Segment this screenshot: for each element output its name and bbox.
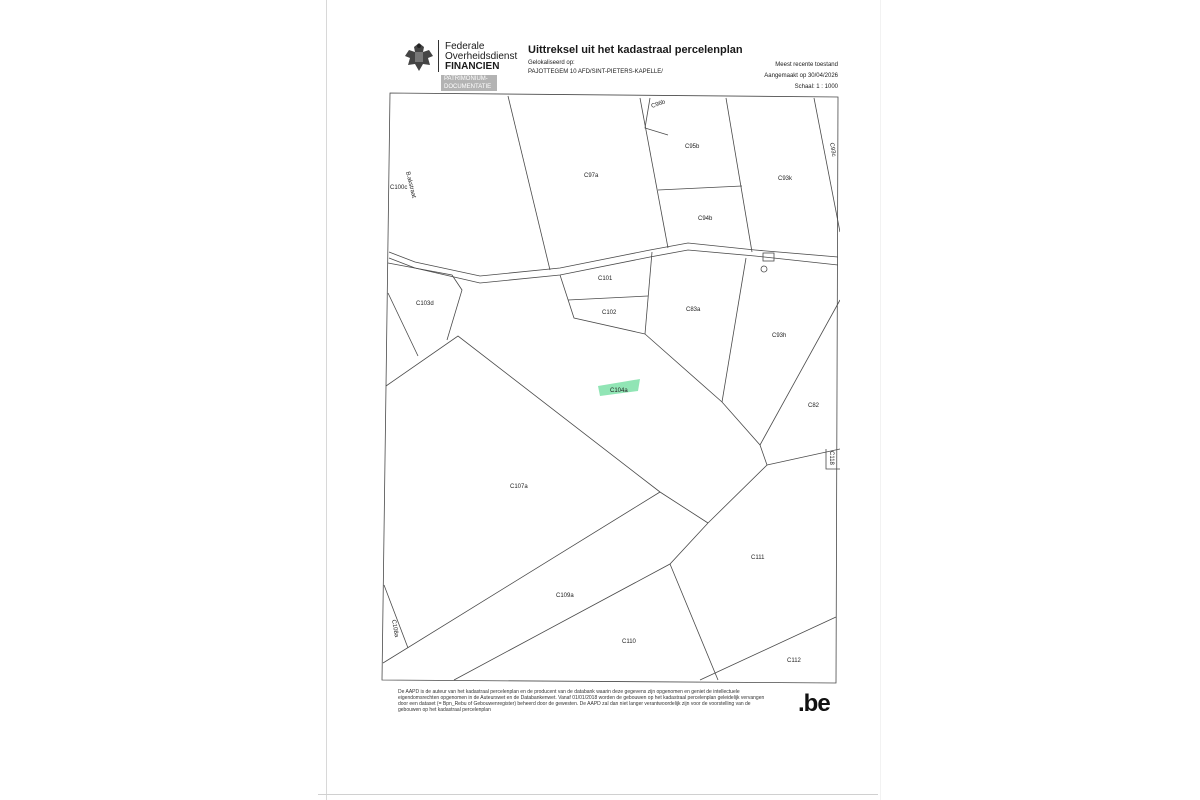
parcel-label-c96b[interactable]: C96b bbox=[650, 99, 667, 110]
parcel-label-c94b[interactable]: C94b bbox=[698, 216, 713, 222]
parcel-label-c112[interactable]: C112 bbox=[787, 658, 801, 664]
parcel-label-c93k[interactable]: C93k bbox=[778, 176, 793, 182]
road-edge-south bbox=[389, 250, 838, 283]
sheet-edge-right bbox=[880, 0, 881, 800]
coat-of-arms-icon bbox=[402, 40, 436, 74]
parcel-label-c93h[interactable]: C93h bbox=[772, 333, 787, 339]
parcel-label-c108a[interactable]: C108a bbox=[390, 619, 400, 638]
state-label: Meest recente toestand bbox=[775, 62, 838, 68]
parcel-label-c100c[interactable]: C100c bbox=[390, 185, 408, 191]
parcel-label-c83a[interactable]: C83a bbox=[686, 307, 701, 313]
parcel-label-c82[interactable]: C82 bbox=[808, 403, 820, 409]
logo-divider bbox=[438, 40, 439, 72]
parcel-label-c103d[interactable]: C103d bbox=[416, 301, 434, 307]
street-name: B.akstraat bbox=[404, 171, 417, 199]
sheet-edge-bottom bbox=[318, 794, 878, 795]
parcel-address: PAJOTTEGEM 10 AFD/SINT-PIETERS-KAPELLE/ bbox=[528, 69, 663, 75]
agency-line-2: Overheidsdienst bbox=[445, 51, 518, 62]
parcel-label-c97a[interactable]: C97a bbox=[584, 173, 599, 179]
agency-line-3: FINANCIEN bbox=[445, 61, 500, 72]
parcel-label-c95b[interactable]: C95b bbox=[685, 144, 700, 150]
patrimonium-badge: PATRIMONIUM-DOCUMENTATIE bbox=[441, 75, 497, 91]
copyright-disclaimer: De AAPD is de auteur van het kadastraal percelenplan en de producent van de databank waarin deze gegevens zijn opgenomen en geniet de intellectuele eigendomsrechten opgenomen in de Auteurswet en de Databankenwet. Vanaf 01/01/2018 worden de gebouwen op het kadastraal percelenplan geleidelijk vervangen door een dataset (= Bpn_Rebu of Gebouwenregister) beheerd door de gewesten. De AAPD zal dan niet langer verantwoordelijk zijn voor de voorstelling van de gebouwen op het kadastraal percelenplan bbox=[398, 689, 765, 713]
sheet-edge-left bbox=[326, 0, 327, 800]
parcel-label-c118[interactable]: C118 bbox=[828, 451, 834, 465]
parcel-label-c107a[interactable]: C107a bbox=[510, 484, 528, 490]
map-scale: Schaal: 1 : 1000 bbox=[794, 84, 838, 90]
parcel-label-c109a[interactable]: C109a bbox=[556, 593, 574, 599]
parcel-label-c93c[interactable]: C93c bbox=[828, 142, 837, 158]
document-title: Uittreksel uit het kadastraal percelenplan bbox=[528, 44, 743, 56]
road-edge-north bbox=[389, 243, 838, 276]
parcel-label-c110[interactable]: C110 bbox=[622, 639, 636, 645]
parcel-label-c111[interactable]: C111 bbox=[751, 555, 765, 561]
cadastral-map[interactable] bbox=[380, 90, 840, 685]
parcel-label-c102[interactable]: C102 bbox=[602, 310, 617, 316]
agency-line-1: Federale bbox=[445, 41, 485, 52]
localized-on-label: Gelokaliseerd op: bbox=[528, 60, 575, 66]
created-date: Aangemaakt op 30/04/2026 bbox=[764, 73, 838, 79]
parcel-label-c101[interactable]: C101 bbox=[598, 276, 613, 282]
be-logo: .be bbox=[798, 690, 830, 717]
parcel-label-c104a[interactable]: C104a bbox=[610, 388, 628, 394]
